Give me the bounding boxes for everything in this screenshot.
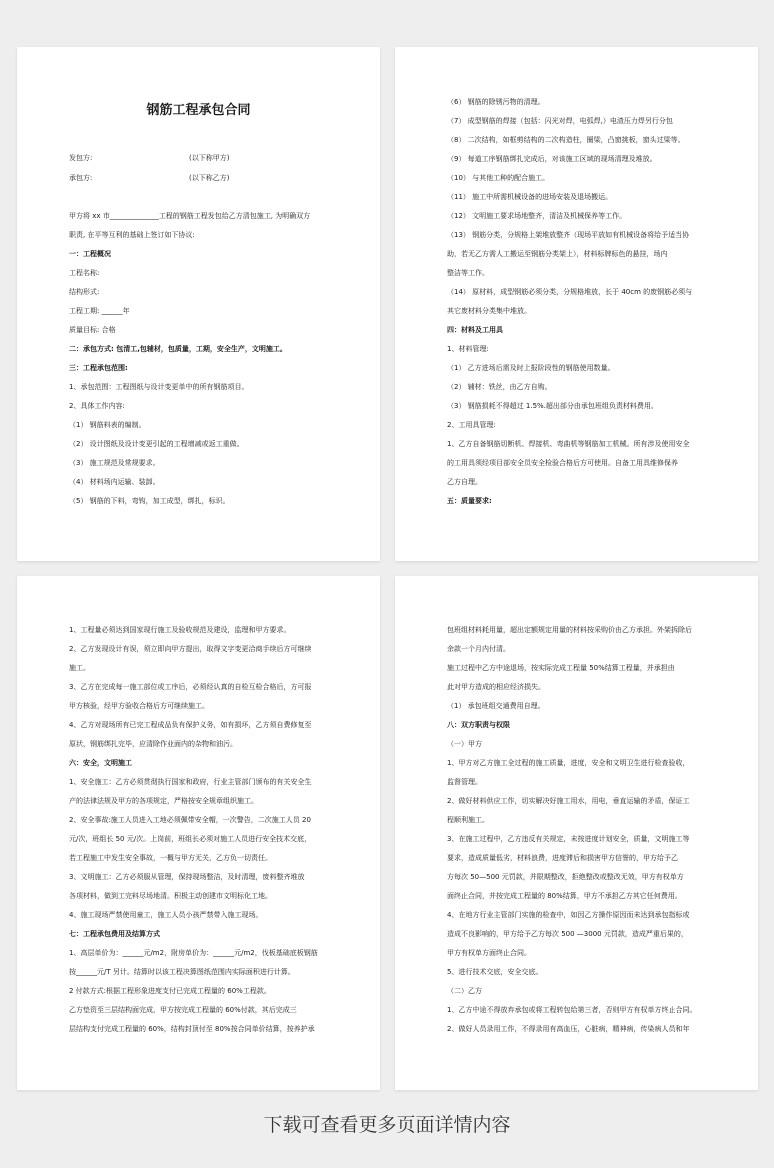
section-6-heading: 六：安全，文明施工 (69, 759, 132, 767)
quality-item-4-line-1: 4、乙方对现场所有已完工程成品负有保护义务，如有损坏，乙方须自费修复至 (69, 721, 312, 729)
cont-line-2: 余款一个月内付清。 (447, 645, 510, 653)
work-item-4: （4） 材料场内运输、装卸。 (69, 478, 160, 486)
fee-item-2: 2 付款方式:根据工程形象进度支付已完成工程量的 60%工程款。 (69, 987, 271, 995)
quality-item-3-line-2: 甲方核验，经甲方验收合格后方可继续施工。 (69, 702, 209, 710)
project-duration: 工程工期: ______年 (69, 307, 130, 315)
work-item-13-line-3: 整洁等工作。 (447, 269, 489, 277)
safety-item-4: 4、施工现场严禁使用童工，施工人员小孩严禁带入施工现场。 (69, 911, 263, 919)
fee-item-3-line-2: 层结构支付完成工程量的 60%，结构封顶付至 80%按合同单价结算，按养护承 (69, 1025, 315, 1033)
work-item-10: （10） 与其他工种的配合施工。 (447, 174, 550, 182)
quality-item-1: 1、工程量必须达到国家现行施工及验收规范及建设，监理和甲方要求。 (69, 626, 291, 634)
duty-a-4-line-1: 4、在地方行业主管部门实施的检查中，如因乙方操作原因而未达到承包指标或 (447, 911, 690, 919)
work-item-11: （11） 施工中所需机械设备的进场安装及退场搬运。 (447, 193, 613, 201)
section-2: 二：承包方式: 包清工,包辅材，包质量，工期，安全生产，文明施工。 (69, 345, 287, 353)
tool-item-line-3: 乙方自理。 (447, 478, 482, 486)
duty-a-1-line-2: 监督管理。 (447, 778, 482, 786)
cont-line-4: 此对甲方造成的相应经济损失。 (447, 683, 545, 691)
duty-a-2-line-2: 程顺利施工。 (447, 816, 489, 824)
safety-item-2-line-2: 元/次，班组长 50 元/次。上岗前，班组长必须对施工人员进行安全技术交底， (69, 835, 312, 843)
tool-item-line-2: 的工用具须经项目部安全员安全检验合格后方可使用。自备工用具维修保养 (447, 459, 678, 467)
duty-a-4-line-3: 甲方有权单方面终止合同。 (447, 949, 531, 957)
safety-item-2-line-1: 2、安全事故:施工人员进入工地必须佩带安全帽，一次警告，二次施工人员 20 (69, 816, 311, 824)
safety-item-2-line-3: 若工程施工中发生安全事故，一概与甲方无关，乙方负一切责任。 (69, 854, 272, 862)
work-item-5: （5） 钢筋的下料，弯钩，加工成型，绑扎，标识。 (69, 497, 230, 505)
intro-line-1: 甲方将 xx 市______________工程的钢筋工程发包给乙方清包施工, 为明确双方 (69, 212, 311, 220)
duty-a-3-line-1: 3、在施工过程中，乙方违反有关规定，未按进度计划安全，质量，文明施工等 (447, 835, 690, 843)
section-1-heading: 一：工程概况 (69, 250, 111, 258)
scope-item-1: 1、承包范围：工程图纸与设计变更单中的所有钢筋项目。 (69, 383, 249, 391)
work-item-3: （3） 施工规范及常规要求。 (69, 459, 160, 467)
safety-item-1-line-2: 产的法律法规及甲方的各项规定，严格按安全规章组织施工。 (69, 797, 258, 805)
work-item-9: （9） 每道工序钢筋绑扎完成后，对该施工区域的现场清理及堆放。 (447, 155, 657, 163)
duty-a-3-line-2: 要求，造成质量低劣，材料浪费，进度滞后和损害甲方信誉的，甲方给予乙 (447, 854, 678, 862)
material-item-3: （3） 钢筋损耗不得超过 1.5%.超出部分由承包班组负责材料费用。 (447, 402, 658, 410)
cont-line-3: 施工过程中乙方中途退场，按实际完成工程量 50%结算工程量，并承担由 (447, 664, 675, 672)
project-name: 工程名称: (69, 269, 100, 277)
section-3-heading: 三：工程承包范围: (69, 364, 128, 372)
work-item-8: （8） 二次结构，如框剪结构的二次构造柱，圈梁，凸窗挑板，窗头过梁等。 (447, 136, 685, 144)
material-item-1: （1） 乙方进场后需及时上报阶段性的钢筋使用数量。 (447, 364, 615, 372)
duty-a-4-line-2: 造成不良影响的，甲方给予乙方每次 500 —3000 元罚款，造成严重后果的， (447, 930, 688, 938)
party-a-label: 发包方: (69, 154, 93, 162)
work-item-2: （2） 设计图纸及设计变更引起的工程增减或返工重做。 (69, 440, 244, 448)
work-item-6: （6） 钢筋的除锈污物的清理。 (447, 98, 545, 106)
safety-item-3-line-1: 3、文明施工：乙方必须服从管理，保持现场整洁，及时清理，废料整齐堆放 (69, 873, 305, 881)
party-a-hint: (以下称甲方) (189, 154, 230, 162)
document-page-4 (395, 576, 758, 1090)
contract-title: 钢筋工程承包合同 (146, 103, 251, 118)
quality-item-2-line-2: 施工。 (69, 664, 90, 672)
section-4-heading: 四：材料及工用具 (447, 326, 503, 334)
section-5-heading: 五：质量要求: (447, 497, 492, 505)
safety-item-1-line-1: 1、安全施工：乙方必须贯彻执行国家和政府，行业主管部门颁布的有关安全生 (69, 778, 312, 786)
structure-type: 结构形式: (69, 288, 100, 296)
quality-item-2-line-1: 2、乙方发现设计有误，须立即向甲方提出，取得文字变更洽商手续后方可继续 (69, 645, 312, 653)
party-b-label: 承包方: (69, 174, 93, 182)
duty-a-5: 5、进行技术交底，安全交底。 (447, 968, 543, 976)
duty-a-1-line-1: 1、甲方对乙方施工全过程的施工质量，进度，安全和文明卫生进行检查验收， (447, 759, 690, 767)
scope-item-2: 2、具体工作内容: (69, 402, 125, 410)
party-b-hint: (以下称乙方) (189, 174, 230, 182)
work-item-7: （7） 成型钢筋的焊接（包括：闪光对焊，电弧焊,）电渣压力焊另行分包 (447, 117, 673, 125)
intro-line-2: 职责, 在平等互利的基础上签订如下协议: (69, 231, 195, 239)
document-page-2 (395, 47, 758, 561)
party-a-subheading: （一）甲方 (447, 740, 482, 748)
quality-item-4-line-2: 原状，钢筋绑扎完毕，应清除作业面内的杂物和油污。 (69, 740, 237, 748)
work-item-1: （1） 钢筋料表的编制。 (69, 421, 146, 429)
document-page-3 (17, 576, 380, 1090)
quality-item-3-line-1: 3、乙方在完成每一施工部位或工序后，必须经认真的自检互检合格后，方可报 (69, 683, 312, 691)
cont-line-1: 包班组材料耗用量，超出定额规定用量的材料按采购价由乙方承担。外架拆除后 (447, 626, 692, 634)
download-caption: 下载可查看更多页面详情内容 (263, 1114, 511, 1136)
work-item-13-line-2: 助，若无乙方需人工搬运至钢筋分类架上），材料标牌标色的悬挂，场内 (447, 250, 668, 258)
duty-b-2: 2、做好人员录用工作，不得录用有高血压，心脏病，精神病，传染病人员和年 (447, 1025, 690, 1033)
duty-a-3-line-3: 方每次 50—500 元罚款，并限期整改，拒绝整改或整改无效，甲方有权单方 (447, 873, 684, 881)
quality-target: 质量目标: 合格 (69, 326, 116, 334)
work-item-14-line-2: 其它废材料分类集中堆放。 (447, 307, 531, 315)
section-8-heading: 八：双方职责与权限 (447, 721, 510, 729)
party-b-subheading: （二）乙方 (447, 987, 482, 995)
material-item-2: （2） 辅材：铁丝，由乙方自购。 (447, 383, 552, 391)
tool-item-line-1: 1、乙方自备钢筋切断机、焊接机、弯曲机等钢筋加工机械。所有涉及使用安全 (447, 440, 690, 448)
fee-item-3-line-1: 乙方垫资至三层结构面完成，甲方按完成工程量的 60%付款，其后完成三 (69, 1006, 297, 1014)
section-7-heading: 七：工程承包费用及结算方式 (69, 930, 160, 938)
material-mgmt: 1、材料管理: (447, 345, 489, 353)
work-item-14-line-1: （14） 原材料，成型钢筋必须分类，分规格堆放，长于 40cm 的废钢筋必须与 (447, 288, 693, 296)
work-item-13-line-1: （13） 钢筋分类，分规格上架堆放整齐（现场平放如有机械设备将给予适当协 (447, 231, 690, 239)
safety-item-3-line-2: 各项材料，做到工完料尽场地清。积极主动创建市文明标化工地。 (69, 892, 272, 900)
tool-mgmt: 2、工用具管理: (447, 421, 496, 429)
duty-a-3-line-4: 面终止合同，并按完成工程量的 80%结算，甲方不承担乙方其它任何费用。 (447, 892, 682, 900)
document-page-1 (17, 47, 380, 561)
work-item-12: （12） 文明施工要求场地整齐，清洁及机械保养等工作。 (447, 212, 627, 220)
cont-line-5: （1） 承包班组交通费用自理。 (447, 702, 545, 710)
duty-a-2-line-1: 2、做好材料供应工作，切实解决好施工用水，用电，垂直运输的矛盾，保证工 (447, 797, 690, 805)
fee-item-1-line-1: 1、高层单价为：______元/m2，附房单价为：______元/m2，伐板基础底板钢筋 (69, 949, 318, 957)
duty-b-1: 1、乙方中途不得放弃承包或将工程转包给第三者，否则甲方有权单方终止合同。 (447, 1006, 697, 1014)
fee-item-1-line-2: 按______元/T 另计。结算时以该工程决算图纸范围内实际面积进行计算。 (69, 968, 295, 976)
